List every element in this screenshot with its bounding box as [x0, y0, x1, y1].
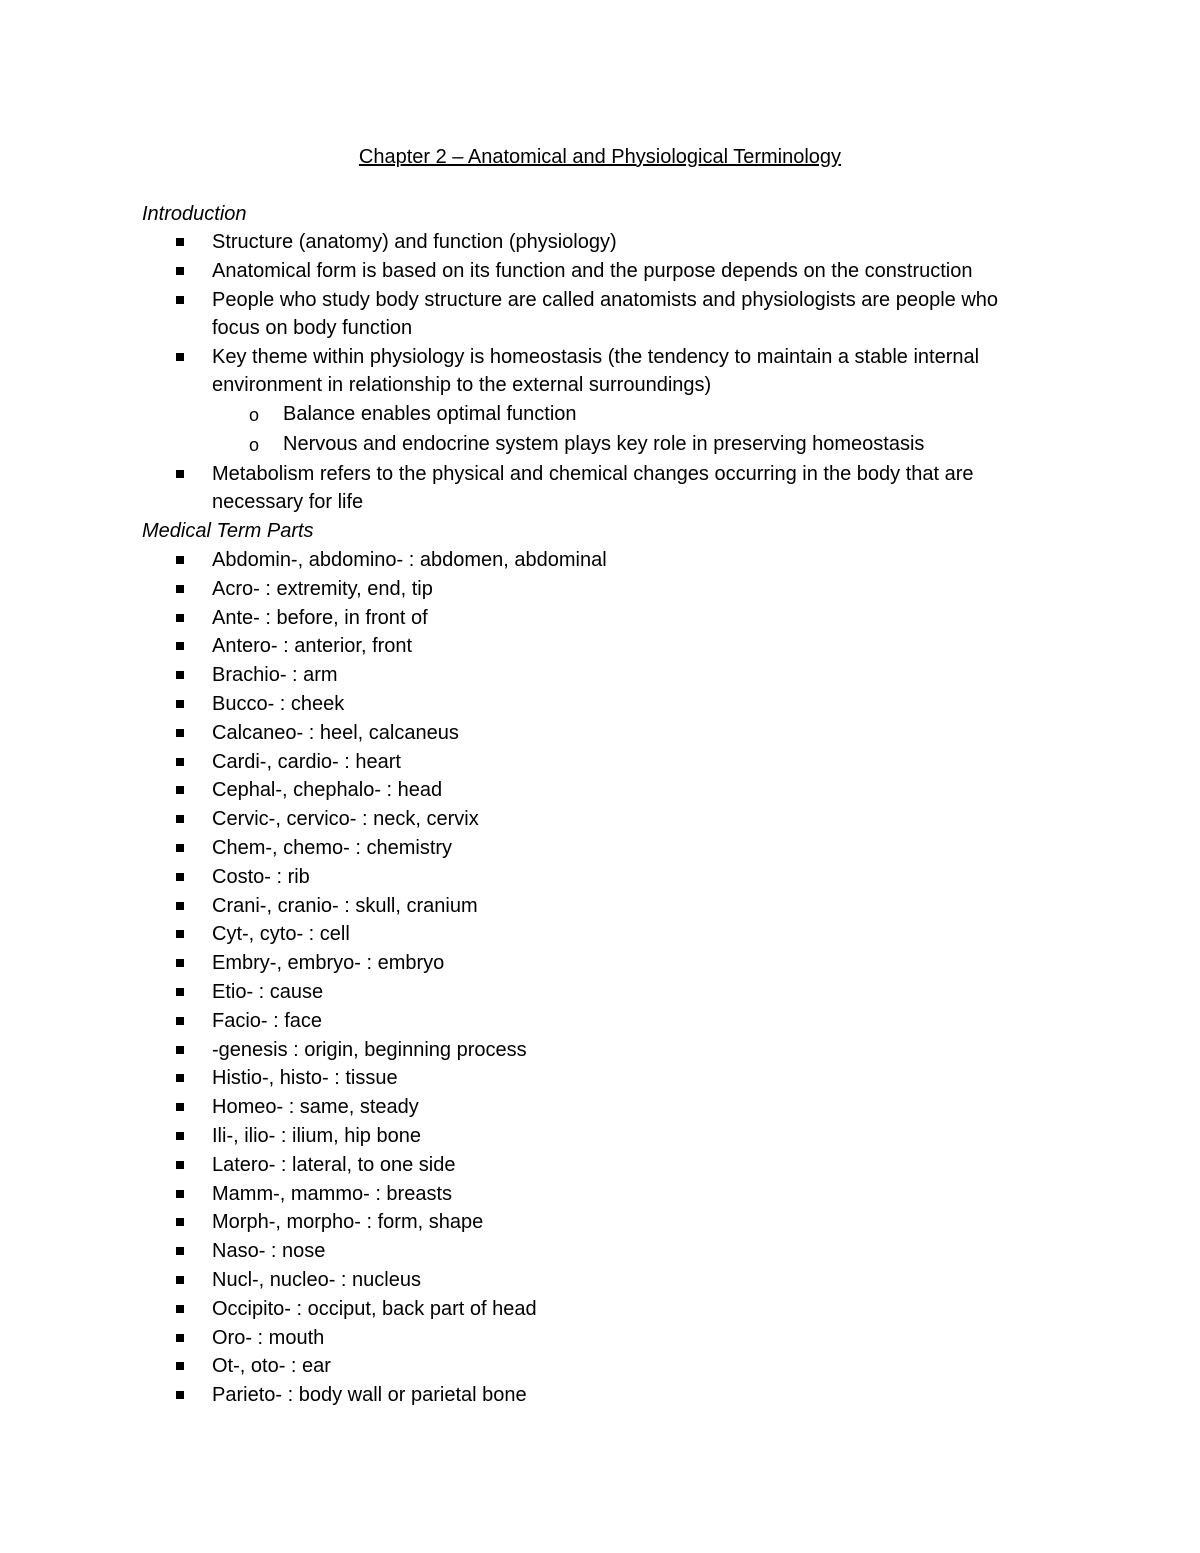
- bullet-icon: [176, 1334, 184, 1342]
- term-item: -genesis : origin, beginning process: [212, 1039, 527, 1061]
- bullet-icon: [176, 1391, 184, 1399]
- term-item: Calcaneo- : heel, calcaneus: [212, 722, 459, 744]
- bullet-icon: [176, 1305, 184, 1313]
- bullet-icon: [176, 671, 184, 679]
- bullet-icon: [176, 1190, 184, 1198]
- term-item: Costo- : rib: [212, 866, 310, 888]
- term-item: Facio- : face: [212, 1010, 323, 1032]
- sub-bullet-icon: o: [249, 435, 260, 455]
- bullet-icon: [176, 844, 184, 852]
- term-item: Nucl-, nucleo- : nucleus: [212, 1269, 421, 1291]
- bullet-icon: [176, 296, 184, 304]
- term-item: Bucco- : cheek: [212, 693, 345, 715]
- term-item: Cephal-, chephalo- : head: [212, 779, 443, 801]
- bullet-icon: [176, 930, 184, 938]
- term-item: Oro- : mouth: [212, 1327, 325, 1349]
- bullet-icon: [176, 1161, 184, 1169]
- term-item: Histio-, histo- : tissue: [212, 1067, 398, 1089]
- bullet-icon: [176, 470, 184, 478]
- term-item: Etio- : cause: [212, 981, 324, 1003]
- bullet-icon: [176, 238, 184, 246]
- bullet-icon: [176, 614, 184, 622]
- term-item: Acro- : extremity, end, tip: [212, 578, 433, 600]
- bullet-icon: [176, 700, 184, 708]
- term-item: Occipito- : occiput, back part of head: [212, 1298, 537, 1320]
- list-item-line: Key theme within physiology is homeostasis (the tendency to maintain a stable internal: [212, 346, 980, 368]
- term-item: Mamm-, mammo- : breasts: [212, 1183, 453, 1205]
- list-item: Structure (anatomy) and function (physiology): [212, 231, 617, 253]
- bullet-icon: [176, 902, 184, 910]
- bullet-icon: [176, 1218, 184, 1226]
- bullet-icon: [176, 815, 184, 823]
- bullet-icon: [176, 1276, 184, 1284]
- page-title: Chapter 2 – Anatomical and Physiological Terminology: [358, 146, 842, 168]
- section-heading-introduction: Introduction: [142, 203, 247, 225]
- bullet-icon: [176, 556, 184, 564]
- term-item: Crani-, cranio- : skull, cranium: [212, 895, 478, 917]
- bullet-icon: [176, 585, 184, 593]
- sub-bullet-icon: o: [249, 405, 260, 425]
- bullet-icon: [176, 1017, 184, 1025]
- bullet-icon: [176, 1247, 184, 1255]
- bullet-icon: [176, 642, 184, 650]
- bullet-icon: [176, 1132, 184, 1140]
- bullet-icon: [176, 1103, 184, 1111]
- list-item-line: Metabolism refers to the physical and chemical changes occurring in the body that are: [212, 463, 974, 485]
- bullet-icon: [176, 1362, 184, 1370]
- term-item: Naso- : nose: [212, 1240, 326, 1262]
- list-item: Anatomical form is based on its function and the purpose depends on the construction: [212, 260, 973, 282]
- bullet-icon: [176, 1074, 184, 1082]
- term-item: Homeo- : same, steady: [212, 1096, 419, 1118]
- term-item: Abdomin-, abdomino- : abdomen, abdominal: [212, 549, 607, 571]
- bullet-icon: [176, 959, 184, 967]
- sub-list-item: Nervous and endocrine system plays key role in preserving homeostasis: [283, 433, 925, 455]
- list-item-line: environment in relationship to the external surroundings): [212, 374, 712, 396]
- term-item: Antero- : anterior, front: [212, 635, 413, 657]
- bullet-icon: [176, 267, 184, 275]
- bullet-icon: [176, 988, 184, 996]
- term-item: Embry-, embryo- : embryo: [212, 952, 445, 974]
- list-item-line: People who study body structure are called anatomists and physiologists are people who: [212, 289, 999, 311]
- term-item: Cervic-, cervico- : neck, cervix: [212, 808, 479, 830]
- list-item-line: focus on body function: [212, 317, 413, 339]
- term-item: Cyt-, cyto- : cell: [212, 923, 350, 945]
- section-heading-medical-term-parts: Medical Term Parts: [142, 520, 314, 542]
- list-item-line: necessary for life: [212, 491, 364, 513]
- bullet-icon: [176, 758, 184, 766]
- term-item: Chem-, chemo- : chemistry: [212, 837, 453, 859]
- bullet-icon: [176, 786, 184, 794]
- term-item: Cardi-, cardio- : heart: [212, 751, 401, 773]
- bullet-icon: [176, 353, 184, 361]
- term-item: Brachio- : arm: [212, 664, 338, 686]
- term-item: Parieto- : body wall or parietal bone: [212, 1384, 527, 1406]
- term-item: Ili-, ilio- : ilium, hip bone: [212, 1125, 421, 1147]
- bullet-icon: [176, 873, 184, 881]
- bullet-icon: [176, 729, 184, 737]
- sub-list-item: Balance enables optimal function: [283, 403, 577, 425]
- term-item: Ante- : before, in front of: [212, 607, 428, 629]
- bullet-icon: [176, 1046, 184, 1054]
- term-item: Ot-, oto- : ear: [212, 1355, 331, 1377]
- term-item: Morph-, morpho- : form, shape: [212, 1211, 484, 1233]
- term-item: Latero- : lateral, to one side: [212, 1154, 456, 1176]
